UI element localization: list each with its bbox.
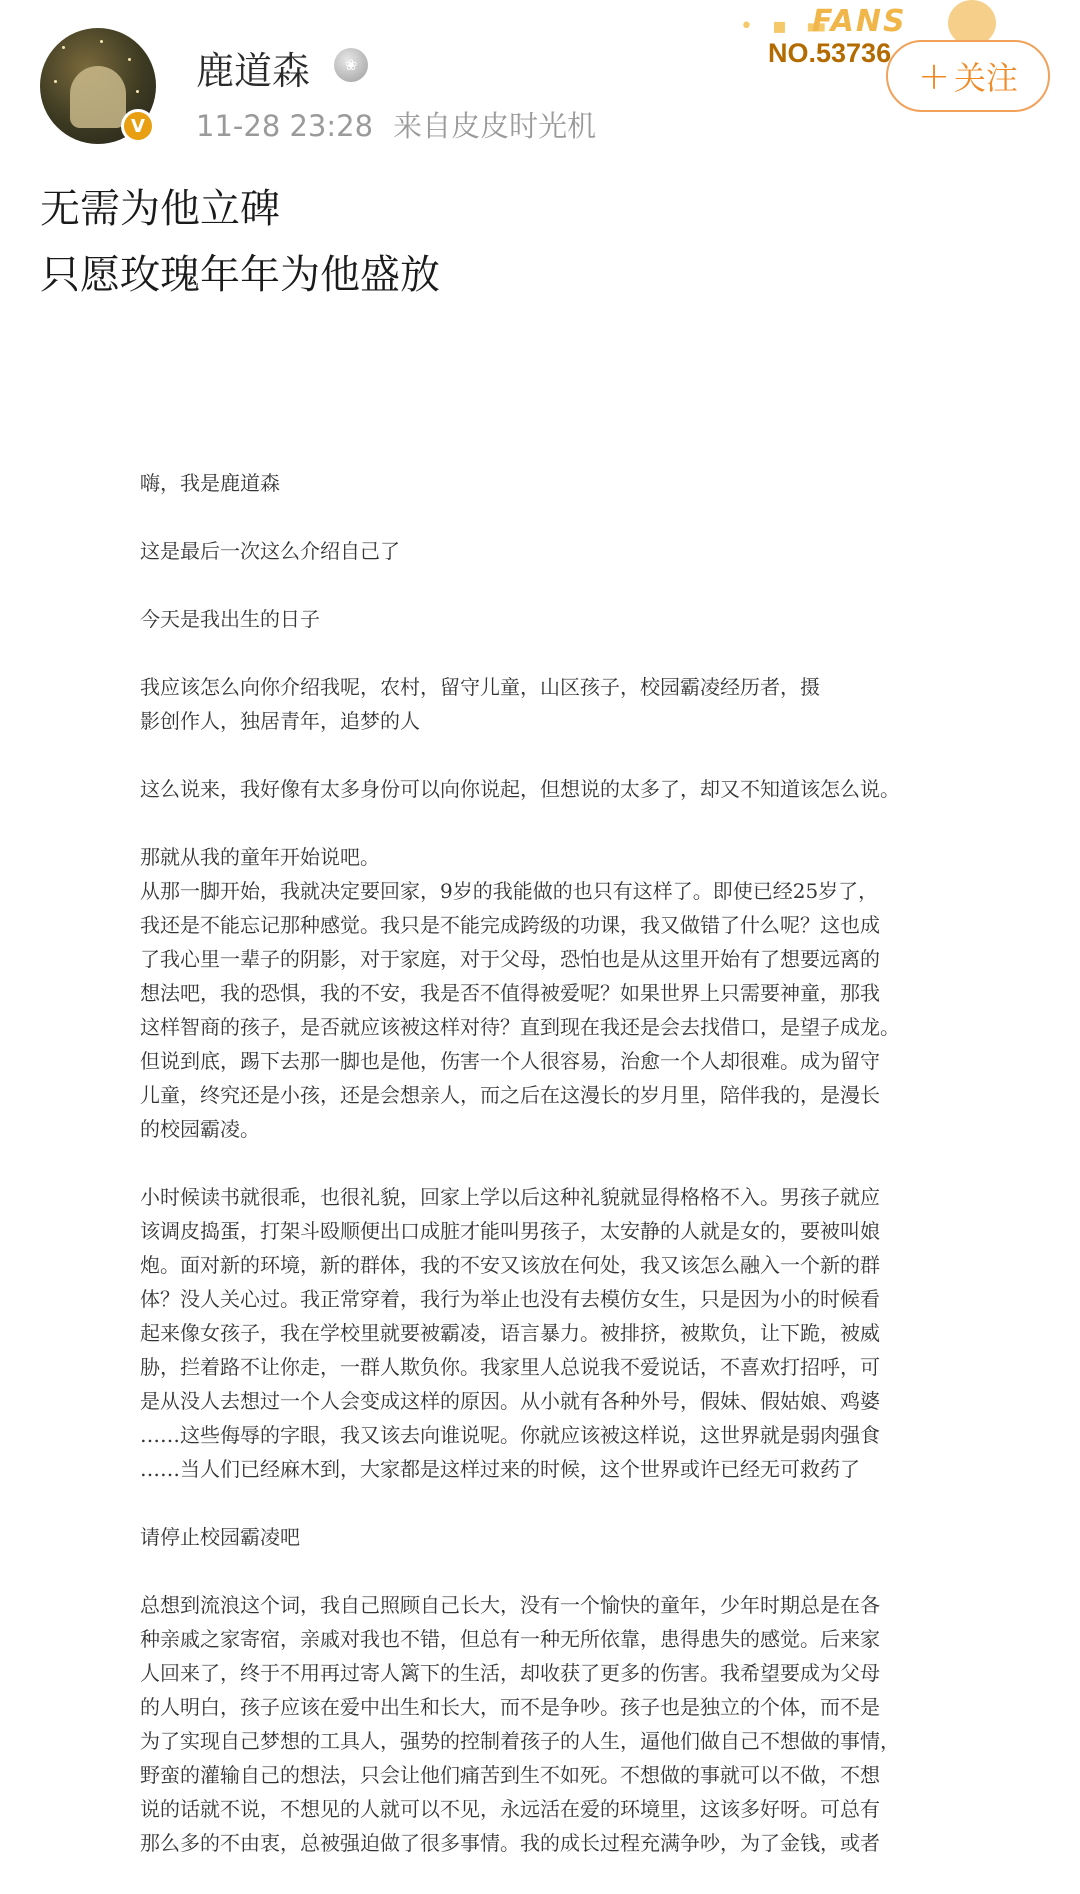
caption-line-2: 只愿玫瑰年年为他盛放 — [40, 252, 440, 298]
follow-label: 关注 — [953, 59, 1018, 97]
letter-paragraph: 这是最后一次这么介绍自己了 — [140, 539, 400, 563]
avatar-figure — [70, 66, 126, 128]
follow-button[interactable] — [886, 40, 1050, 112]
avatar-star — [128, 58, 131, 61]
letter-image[interactable] — [140, 466, 960, 1894]
letter-paragraph: 小时候读书就很乖，也很礼貌，回家上学以后这种礼貌就显得格格不入。男孩子就应 该调皮捣蛋，打架斗殴顺便出口成脏才能叫男孩子，太安静的人就是女的，要被叫娘 炮。面对新的环境，新的群体，我的不安又该放在何处，我又该怎么融入一个新的群 体？没人关心过。我正常穿着，我行为举止也没有去模仿女生，只是因为小的时候看 起来像女孩子，我在学校里就要被霸凌，语言暴力。被排挤，被欺负，让下跪，被威 胁，拦着路不让你走，一群人欺负你。我家里人总说我不爱说话，不喜欢打招呼，可 是从没人去想过一个人会变成这样的原因。从小就有各种外号，假妹、假姑娘、鸡婆 ……这些侮辱的字眼，我又该去向谁说呢。你就应该被这样说，这世界就是弱肉强食 ……当人们已经麻木到，大家都是这样过来的时候，这个世界或许已经无可救药了 — [140, 1185, 880, 1481]
fans-number: NO.53736 — [768, 38, 892, 68]
letter-paragraph: 嗨，我是鹿道森 — [140, 471, 280, 495]
post-timestamp: 11-28 23:28 — [196, 109, 374, 143]
post-source: 来自皮皮时光机 — [393, 109, 597, 143]
avatar-star — [100, 40, 103, 43]
caption-line-1: 无需为他立碑 — [40, 186, 280, 232]
letter-paragraph: 今天是我出生的日子 — [140, 607, 320, 631]
fans-sparkle-icon: • ▪ ▬ — [740, 14, 833, 39]
post-header — [0, 0, 1080, 160]
avatar-star — [136, 90, 139, 93]
letter-paragraph: 请停止校园霸凌吧 — [140, 1525, 300, 1549]
avatar-star — [54, 80, 57, 83]
letter-paragraph: 从那一脚开始，我就决定要回家，9岁的我能做的也只有这样了。即使已经25岁了， 我还是不能忘记那种感觉。我只是不能完成跨级的功课，我又做错了什么呢？这也成 了我心里一辈子的阴影，对于家庭，对于父母，恐怕也是从这里开始有了想要远离的 想法吧，我的恐惧，我的不安，我是否不值得被爱呢？如果世界上只需要神童，那我 这样智商的孩子，是否就应该被这样对待？直到现在我还是会去找借口，是望子成龙。 但说到底，踢下去那一脚也是他，伤害一个人很容易，治愈一个人却很难。成为留守 儿童，终究还是小孩，还是会想亲人，而之后在这漫长的岁月里，陪伴我的，是漫长 的校园霸凌。 — [140, 879, 900, 1141]
username[interactable]: 鹿道森 — [196, 49, 311, 93]
letter-paragraph: 这么说来，我好像有太多身份可以向你说起，但想说的太多了，却又不知道该怎么说。 — [140, 777, 900, 801]
post-meta — [196, 104, 596, 145]
post-caption — [40, 176, 440, 308]
verified-v-icon: V — [121, 109, 155, 143]
medal-icon: ❀ — [334, 48, 368, 82]
avatar-star — [62, 46, 65, 49]
fans-label: FANS — [812, 4, 907, 39]
letter-paragraph: 那就从我的童年开始说吧。 — [140, 845, 380, 869]
letter-paragraph: 总想到流浪这个词，我自己照顾自己长大，没有一个愉快的童年，少年时期总是在各 种亲戚之家寄宿，亲戚对我也不错，但总有一种无所依靠，患得患失的感觉。后来家 人回来了，终于不用再过寄人篱下的生活，却收获了更多的伤害。我希望要成为父母 的人明白，孩子应该在爱中出生和长大，而不是争吵。孩子也是独立的个体，而不是 为了实现自己梦想的工具人，强势的控制着孩子的人生，逼他们做自己不想做的事情， 野蛮的灌输自己的想法，只会让他们痛苦到生不如死。不想做的事就可以不做，不想 说的话就不说，不想见的人就可以不见，永远活在爱的环境里，这该多好呀。可总有 那么多的不由衷，总被强迫做了很多事情。我的成长过程充满争吵，为了金钱，或者 — [140, 1593, 900, 1855]
plus-icon: + — [918, 54, 950, 98]
letter-paragraph: 我应该怎么向你介绍我呢，农村，留守儿童，山区孩子，校园霸凌经历者，摄 影创作人，独居青年，追梦的人 — [140, 675, 820, 733]
